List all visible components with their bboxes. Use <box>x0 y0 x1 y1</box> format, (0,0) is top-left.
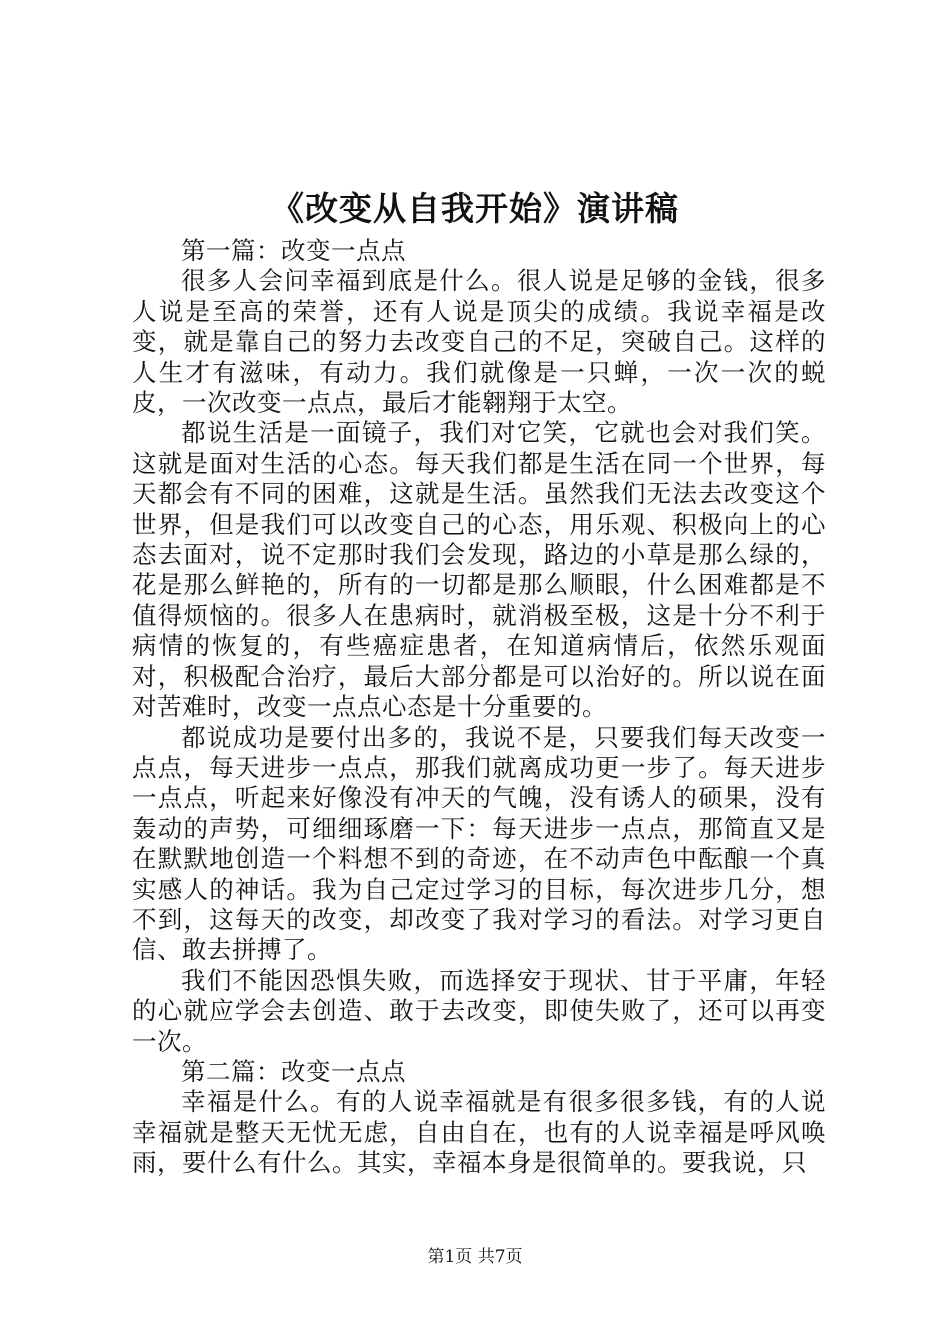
paragraph: 都说成功是要付出多的，我说不是，只要我们每天改变一点点，每天进步一点点，那我们就离成功更一步了。每天进步一点点，听起来好像没有冲天的气魄，没有诱人的硕果，没有轰动的声势，可细细琢磨一下：每天进步一点点，那简直又是在默默地创造一个料想不到的奇迹，在不动声色中酝酿一个真实感人的神话。我为自己定过学习的目标，每次进步几分，想不到，这每天的改变，却改变了我对学习的看法。对学习更自信、敢去拼搏了。 <box>132 722 826 965</box>
section-heading: 第二篇：改变一点点 <box>181 1056 406 1086</box>
paragraph: 幸福是什么。有的人说幸福就是有很多很多钱，有的人说幸福就是整天无忧无虑，自由自在，也有的人说幸福是呼风唤雨，要什么有什么。其实，幸福本身是很简单的。要我说，只 <box>132 1087 826 1178</box>
document-title: 《改变从自我开始》演讲稿 <box>271 189 679 228</box>
paragraph: 我们不能因恐惧失败，而选择安于现状、甘于平庸，年轻的心就应学会去创造、敢于去改变，即使失败了，还可以再变一次。 <box>132 965 826 1056</box>
paragraph: 都说生活是一面镜子，我们对它笑，它就也会对我们笑。这就是面对生活的心态。每天我们都是生活在同一个世界，每天都会有不同的困难，这就是生活。虽然我们无法去改变这个世界，但是我们可以改变自己的心态，用乐观、积极向上的心态去面对，说不定那时我们会发现，路边的小草是那么绿的，花是那么鲜艳的，所有的一切都是那么顺眼，什么困难都是不值得烦恼的。很多人在患病时，就消极至极，这是十分不利于病情的恢复的，有些癌症患者，在知道病情后，依然乐观面对，积极配合治疗，最后大部分都是可以治好的。所以说在面对苦难时，改变一点点心态是十分重要的。 <box>132 418 826 722</box>
section-heading: 第一篇：改变一点点 <box>181 236 406 265</box>
page-footer: 第1页 共7页 <box>427 1247 523 1267</box>
paragraph: 很多人会问幸福到底是什么。很人说是足够的金钱，很多人说是至高的荣誉，还有人说是顶尖的成绩。我说幸福是改变，就是靠自己的努力去改变自己的不足，突破自己。这样的人生才有滋味，有动力。我们就像是一只蝉，一次一次的蜕皮，一次改变一点点，最后才能翱翔于太空。 <box>132 266 826 418</box>
document-body <box>132 236 826 1179</box>
